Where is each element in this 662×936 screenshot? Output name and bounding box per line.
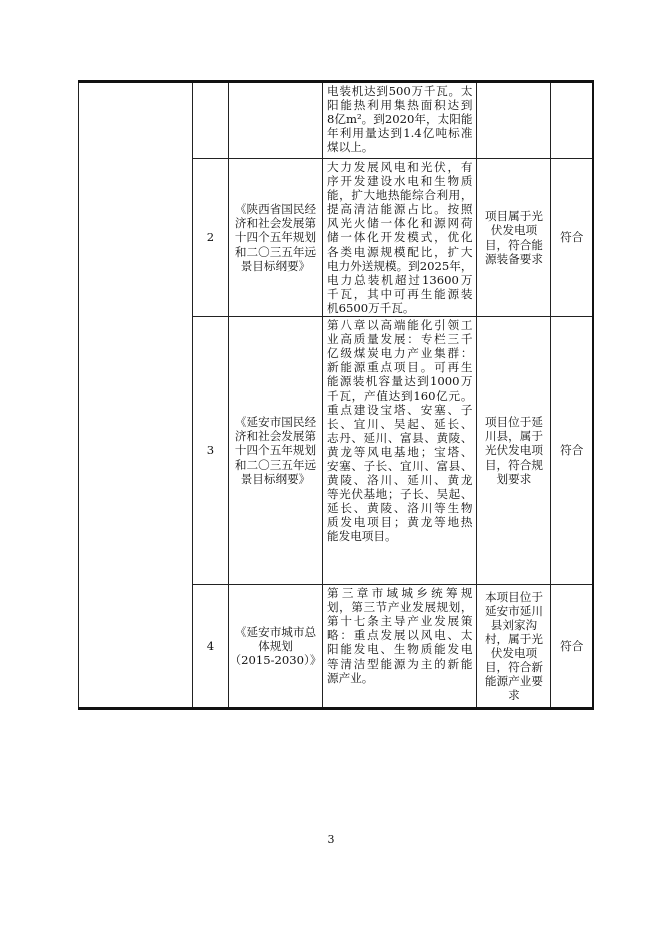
analysis-line: 项目位于延: [484, 415, 543, 430]
plan-content-line: 大力发展风电和光伏，有: [327, 160, 473, 174]
compliance-analysis-cell: [477, 585, 551, 709]
plan-title-cell: [229, 317, 323, 585]
plan-content-line: 第三章市域城乡统筹规: [327, 586, 473, 601]
analysis-line: 伏发电项: [490, 646, 538, 661]
plan-content-line: 各类电源规模配比，扩大: [327, 244, 473, 259]
result-cell: 符合: [551, 317, 593, 585]
plan-content-line: 略：重点发展以风电、太: [327, 628, 473, 643]
analysis-line: 光伏发电项: [484, 443, 543, 458]
plan-title-line: 和二〇三五年远: [234, 244, 317, 259]
result-cell: [551, 82, 593, 159]
plan-title-line: 和二〇三五年远: [234, 457, 317, 472]
plan-title-line: 《陕西省国民经: [234, 202, 317, 217]
plan-content-line: 电装机达到500万千瓦。太: [327, 84, 473, 98]
result-cell: 符合: [551, 585, 593, 709]
plan-title-line: 十四个五年规划: [234, 443, 317, 458]
plan-content-line: 阳能热利用集热面积达到: [327, 98, 473, 113]
plan-title-line: 济和社会发展第: [234, 216, 317, 231]
plan-content-line: 长、宜川、吴起、延长、: [327, 416, 473, 431]
plan-content-line: 千瓦，产值达到160亿元。: [327, 388, 473, 403]
analysis-line: 县刘家沟: [490, 617, 538, 632]
plan-content-cell: [323, 159, 477, 317]
plan-content-line: 亿级煤炭电力产业集群：: [327, 346, 473, 361]
page-number: 3: [327, 833, 335, 846]
plan-content-line: 等清洁型能源为主的新能: [327, 656, 473, 671]
plan-content-line: 新能源重点项目。可再生: [327, 360, 473, 375]
row-number: 4: [193, 585, 229, 709]
plan-title-cell: [229, 82, 323, 159]
plan-content-line: 机6500万千瓦。: [327, 300, 415, 315]
analysis-line: 目，符合能: [484, 237, 543, 252]
compliance-analysis-cell: [477, 317, 551, 585]
plan-content-line: 电力外送规模。到2025年，: [327, 258, 473, 273]
plan-title-line: 《延安市城市总: [234, 624, 317, 639]
plan-title-cell: [229, 585, 323, 709]
analysis-line: 村，属于光: [484, 631, 543, 646]
plan-content-line: 阳能发电、生物质能发电: [327, 642, 473, 657]
plan-content-line: 煤以上。: [327, 140, 374, 155]
plan-content-line: 质发电项目；黄龙等地热: [327, 515, 473, 530]
plan-content-cell: [323, 82, 477, 159]
plan-title-line: （2015-2030）》: [229, 653, 322, 668]
plan-title-line: 景目标纲要》: [240, 258, 311, 273]
plan-content-line: 序开发建设水电和生物质: [327, 174, 473, 189]
plan-content-line: 划，第三节产业发展规划，: [327, 600, 473, 615]
analysis-line: 川县，属于: [484, 429, 543, 444]
plan-content-line: 千瓦，其中可再生能源装: [327, 286, 473, 301]
plan-title-cell: [229, 159, 323, 317]
plan-content-line: 志丹、延川、富县、黄陵、: [327, 430, 473, 445]
plan-content-line: 第八章以高端能化引领工: [327, 318, 473, 333]
plan-content-line: 能发电项目。: [327, 529, 397, 544]
plan-title-line: 《延安市国民经: [234, 415, 317, 430]
row-number: 3: [193, 317, 229, 585]
result-cell: 符合: [551, 159, 593, 317]
plan-content-line: 年利用量达到1.4亿吨标准: [327, 126, 473, 141]
analysis-line: 伏发电项: [490, 223, 538, 238]
row-number: 2: [193, 159, 229, 317]
plan-content-line: 安塞、子长、宜川、富县、: [327, 458, 473, 473]
plan-content-cell: [323, 317, 477, 585]
analysis-line: 划要求: [496, 471, 532, 486]
analysis-line: 目，符合规: [484, 457, 543, 472]
analysis-line: 项目属于光: [484, 209, 543, 224]
plan-content-line: 延长、黄陵、洛川等生物: [327, 501, 473, 516]
category-cell: [79, 82, 193, 709]
analysis-line: 求: [508, 688, 520, 703]
plan-content-line: 能，扩大地热能综合利用，: [327, 188, 473, 203]
analysis-line: 本项目位于: [484, 589, 543, 604]
planning-compliance-table: [78, 80, 594, 710]
plan-content-cell: [323, 585, 477, 709]
analysis-line: 目，符合新: [484, 660, 543, 675]
plan-content-line: 等光伏基地；子长、吴起、: [327, 487, 473, 502]
plan-content-line: 8亿m²。到2020年，太阳能: [327, 112, 473, 127]
plan-content-line: 业高质量发展：专栏三千: [327, 332, 473, 347]
analysis-line: 能源产业要: [484, 674, 543, 689]
plan-content-line: 黄陵、洛川、延川、黄龙: [327, 473, 473, 488]
plan-content-line: 提高清洁能源占比。按照: [327, 202, 473, 217]
plan-content-line: 源产业。: [327, 670, 374, 685]
plan-title-line: 十四个五年规划: [234, 230, 317, 245]
plan-content-line: 电力总装机超过13600万: [327, 272, 473, 287]
row-number: [193, 82, 229, 159]
compliance-analysis-cell: [477, 82, 551, 159]
compliance-analysis-cell: [477, 159, 551, 317]
plan-content-line: 储一体化开发模式，优化: [327, 230, 473, 245]
plan-title-line: 济和社会发展第: [234, 429, 317, 444]
plan-content-line: 重点建设宝塔、安塞、子: [327, 402, 473, 417]
analysis-line: 源装备要求: [484, 251, 543, 266]
table-row: [79, 82, 593, 159]
plan-content-line: 能源装机容量达到1000万: [327, 374, 473, 389]
plan-title-line: 景目标纲要》: [240, 471, 311, 486]
plan-content-line: 风光火储一体化和源网荷: [327, 216, 473, 231]
plan-content-line: 黄龙等风电基地；宝塔、: [327, 444, 473, 459]
plan-title-line: 体规划: [258, 638, 293, 653]
analysis-line: 延安市延川: [484, 603, 543, 618]
plan-content-line: 第十七条主导产业发展策: [327, 614, 473, 629]
